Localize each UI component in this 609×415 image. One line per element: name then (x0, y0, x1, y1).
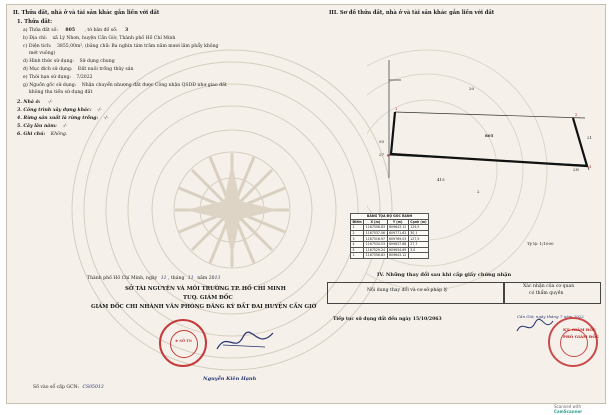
parcel-number-row (23, 29, 128, 34)
field-label: e) Thời hạn sử dụng: (23, 75, 71, 80)
usage-purpose-row (23, 68, 133, 73)
area-value: 3855,00m², (bằng chữ: Ba nghìn tám trăm năm mươi lăm phẩy không (56, 44, 219, 49)
field-label: c) Diện tích: (23, 44, 52, 49)
usage-term-value: 7/2022 (76, 75, 93, 80)
parcel-label-neighbor: 415 (437, 177, 445, 182)
forest-row (17, 117, 108, 122)
note-value: Không. (50, 132, 68, 137)
stamp-title-2: PHÓ GIÁM ĐỐC (563, 334, 600, 339)
table-row: 4 1167534.53 609637.88 27,7 (351, 241, 429, 247)
parcel-label-neighbor: 2 (477, 189, 480, 194)
authorization-title: TUQ. GIÁM ĐỐC (183, 295, 233, 301)
note-row (17, 133, 67, 138)
table-header: X (m) (364, 219, 387, 225)
house-value: -/- (47, 100, 53, 105)
stamp-title-1: KT. GIÁM ĐỐC (563, 327, 597, 332)
confirmation-seal-stamp (548, 317, 598, 367)
boundary-coordinates-table (350, 213, 429, 259)
parcel-number: 805 (65, 28, 76, 33)
field-label: 5. Cây lâu năm: (17, 124, 57, 129)
house-row (17, 101, 53, 106)
perennial-row (17, 125, 67, 130)
signer-name: Nguyễn Kiên Hạnh (203, 376, 257, 382)
forest-value: -/- (103, 116, 109, 121)
issue-month: 11 (187, 276, 194, 281)
issue-date-line: Thành phố Hồ Chí Minh, ngày 11 , tháng 11 năm 2013 (87, 276, 221, 281)
serial-number: CS05013 (82, 385, 104, 390)
change-entry-date: Cần Giờ, ngày tháng 7 năm 2022 (517, 314, 584, 319)
address-value: xã Lý Nhơn, huyện Cần Giờ, Thành phố Hồ Chí Minh (52, 36, 176, 41)
svg-text:2: 2 (575, 113, 578, 117)
section-3-heading: III. Sơ đồ thửa đất, nhà ở và tài sản khác gắn liền với đất (329, 10, 495, 16)
change-entry-text: Tiếp tục sử dụng đất đến ngày 15/10/2063 (333, 317, 442, 322)
issuing-department: SỞ TÀI NGUYÊN VÀ MÔI TRƯỜNG TP. HỒ CHÍ MINH (125, 286, 286, 292)
scanner-footer: Scanned with CamScanner (554, 404, 583, 414)
address-row (23, 37, 175, 42)
land-certificate (6, 4, 606, 404)
changes-col1-header: Nội dung thay đổi và cơ sở pháp lý (367, 288, 448, 293)
svg-text:1: 1 (395, 107, 398, 111)
table-row: 3 1167516.97 609769.03 127,5 (351, 236, 429, 242)
field-label: 2. Nhà ở: (17, 100, 41, 105)
origin-row-cont: không thu tiền sử dụng đất (29, 90, 93, 95)
map-sheet-number: 3 (124, 28, 129, 33)
parcel-subheading: 1. Thửa đất: (17, 19, 53, 25)
svg-text:3: 3 (589, 165, 592, 169)
map-scale: Tỷ lệ: 1/1000 (527, 241, 554, 246)
register-serial: Số vào sổ cấp GCN: CS05013 (33, 385, 104, 390)
field-label: 6. Ghi chú: (17, 132, 46, 137)
usage-purpose-value: Đất nuôi trồng thủy sản (77, 67, 134, 72)
field-label: , tờ bản đồ số: (84, 28, 118, 33)
confirmation-signature (515, 317, 555, 337)
changes-col2-header: Xác nhận của cơ quan (523, 284, 575, 289)
field-label: 3. Công trình xây dựng khác: (17, 108, 92, 113)
issue-year: 13 (214, 276, 221, 281)
parcel-label-neighbor: 21 (587, 135, 593, 140)
field-label: b) Địa chỉ: (23, 36, 48, 41)
table-row: 5 1167529.24 609634.69 3,0 (351, 247, 429, 253)
table-header: Điểm (352, 219, 362, 224)
field-label: g) Nguồn gốc sử dụng: (23, 83, 77, 88)
table-row: 2 1167537.06 609771.62 30,1 (351, 230, 429, 236)
svg-text:4: 4 (387, 154, 390, 158)
field-label: a) Thửa đất số: (23, 28, 58, 33)
table-header: Cạnh (m) (410, 219, 427, 224)
usage-form-value: Sử dụng chung (79, 59, 115, 64)
field-label: 4. Rừng sản xuất là rừng trồng: (17, 116, 99, 121)
usage-term-row (23, 76, 93, 81)
changes-col2-header-line2: có thẩm quyền (529, 291, 564, 296)
section-2-heading: II. Thửa đất, nhà ở và tài sản khác gắn liền với đất (13, 10, 160, 16)
official-seal-stamp: ★ SỞ TN (159, 319, 207, 367)
usage-form-row (23, 60, 115, 65)
area-row-cont: mét vuông) (29, 51, 56, 56)
signer-office: GIÁM ĐỐC CHI NHÁNH VĂN PHÒNG ĐĂNG KÝ ĐẤT ĐAI HUYỆN CẦN GIỜ (91, 304, 317, 310)
coordinates-table-title: BẢNG TỌA ĐỘ GÓC RANH (351, 214, 429, 220)
area-row (23, 45, 218, 50)
parcel-label-neighbor: 27 (379, 152, 385, 157)
origin-value: Nhận chuyển nhượng đất được Công nhận QSDĐ như giao đất (81, 83, 227, 88)
director-signature (213, 327, 277, 357)
table-row: 1 1167556.83 609643.12 129,5 (351, 225, 429, 231)
changes-heading: IV. Những thay đổi sau khi cấp giấy chứng nhận (377, 272, 512, 278)
field-label: đ) Mục đích sử dụng: (23, 67, 73, 72)
parcel-label-main: 805 (485, 133, 494, 138)
perennial-value: -/- (62, 124, 68, 129)
parcel-sketch-map (337, 60, 597, 180)
parcel-label-neighbor: 93 (379, 139, 385, 144)
field-label: d) Hình thức sử dụng: (23, 59, 74, 64)
parcel-label-neighbor: 2N (573, 167, 580, 172)
table-header: Y (m) (387, 219, 408, 225)
scanner-app-name: CamScanner (554, 409, 583, 414)
parcel-label-neighbor: 20 (469, 86, 475, 91)
other-construction-row (17, 109, 102, 114)
origin-row (23, 84, 227, 89)
construction-value: -/- (97, 108, 102, 113)
table-row: 1 1167556.83 609643.12 (351, 253, 429, 259)
issue-day: 11 (160, 276, 167, 281)
